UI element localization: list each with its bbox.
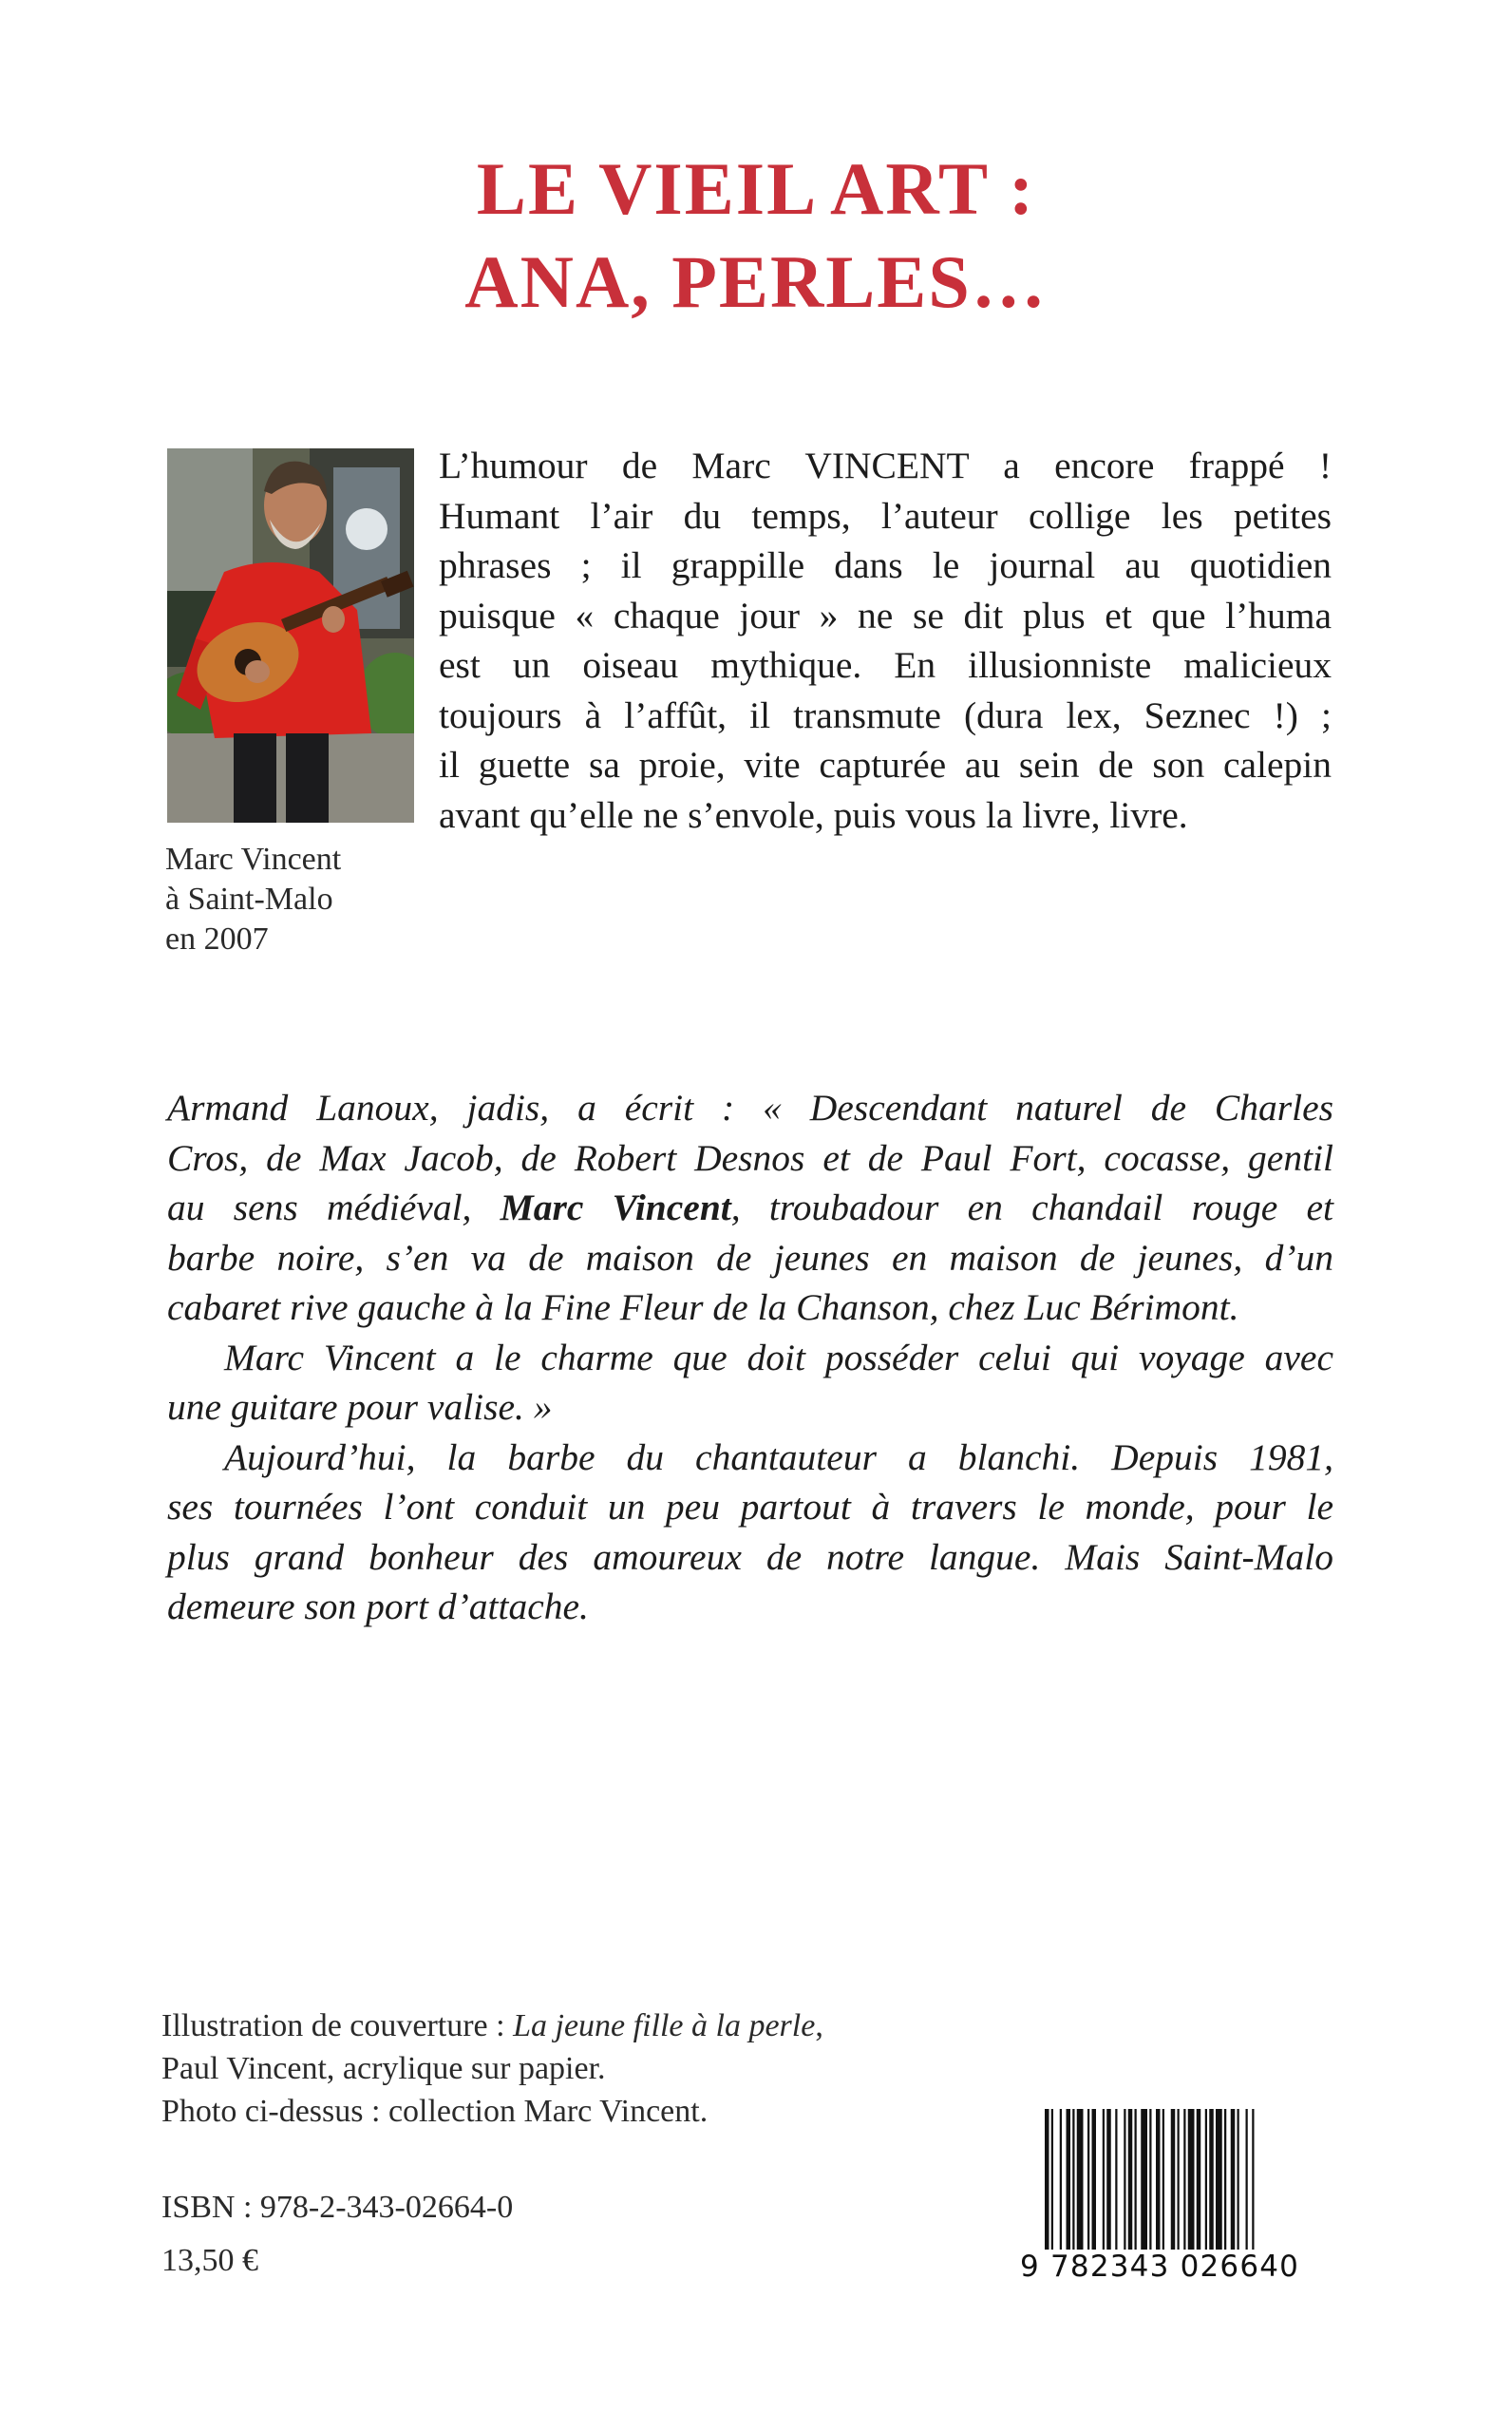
blurb-line: toujours à l’affût, il transmute (dura lex, Seznec !) ; [439,693,1332,736]
blurb-line: est un oiseau mythique. En illusionniste malicieux [439,644,1332,686]
blurb-line: phrases ; il grappille dans le journal au quotidien [439,544,1332,586]
barcode-bar [1178,2109,1180,2251]
barcode-bar [1077,2109,1084,2251]
blurb-line: Humant l’air du temps, l’auteur collige les petites [439,494,1332,537]
isbn-label: ISBN : 978-2-343-02664-0 [161,2190,514,2225]
barcode-bar [1238,2109,1239,2251]
artwork-title: La jeune fille à la perle [513,2008,816,2043]
price-label: 13,50 € [161,2243,258,2278]
quote-line: Armand Lanoux, jadis, a écrit : « Descendant naturel de Charles [167,1087,1333,1129]
barcode-bar [1103,2109,1105,2251]
caption-line: à Saint-Malo [165,882,333,917]
quote-line: Marc Vincent a le charme que doit posséder celui qui voyage avec [224,1336,1333,1378]
barcode-bar [1060,2109,1062,2251]
book-title [0,142,1512,329]
quote-line: barbe noire, s’en va de maison de jeunes en maison de jeunes, d’un [167,1236,1333,1279]
barcode-bar [1092,2109,1097,2251]
author-name-bold: Marc Vincent [500,1187,731,1228]
quote-line [167,1183,1333,1233]
quote-line: cabaret rive gauche à la Fine Fleur de la Chanson, chez Luc Bérimont. [167,1286,1239,1328]
credit-line [161,2004,823,2047]
barcode-bar [1072,2109,1074,2251]
quote-text: au sens médiéval, [167,1187,501,1228]
photo-caption [165,840,341,959]
credit-text: Illustration de couverture : [161,2008,514,2043]
barcode-bar [1171,2109,1176,2251]
quote-line: demeure son port d’attache. [167,1586,589,1627]
barcode-digits: 9 782343 026640 [1020,2250,1330,2284]
blurb-line: avant qu’elle ne s’envole, puis vous la livre, livre. [439,793,1188,836]
barcode-bar [1205,2109,1207,2251]
blurb-line: L’humour de Marc VINCENT a encore frappé ! [439,445,1332,486]
barcode-bar [1246,2109,1248,2251]
credit-line: Paul Vincent, acrylique sur papier. [161,2051,606,2086]
quote-line: Aujourd’hui, la barbe du chantauteur a blanchi. Depuis 1981, [224,1435,1333,1478]
credit-line: Photo ci-dessus : collection Marc Vincent. [161,2094,709,2129]
barcode-bar [1197,2109,1201,2251]
barcode-bar [1087,2109,1089,2251]
caption-line: en 2007 [165,921,269,957]
barcode-bar [1106,2109,1111,2251]
quote-line: une guitare pour valise. » [167,1386,553,1428]
blurb-paragraph [439,441,1332,840]
credit-text: , [815,2008,823,2043]
barcode-bar [1188,2109,1195,2251]
barcode-bar [1149,2109,1151,2251]
barcode-bar [1209,2109,1214,2251]
barcode-bar [1224,2109,1226,2251]
quote-text: , troubadour en chandail rouge et [730,1187,1333,1228]
barcode-bar [1141,2109,1147,2251]
barcode-bar [1156,2109,1161,2251]
author-photo [167,448,414,823]
quote-line: Cros, de Max Jacob, de Robert Desnos et de Paul Fort, cocasse, gentil [167,1136,1333,1179]
quote-line: ses tournées l’ont conduit un peu partout à travers le monde, pour le [167,1486,1333,1528]
barcode-bar [1162,2109,1164,2251]
barcode-bar [1231,2109,1236,2251]
caption-line: Marc Vincent [165,842,342,877]
cover-credits [161,2004,823,2133]
barcode-bar [1135,2109,1137,2251]
blurb-line: il guette sa proie, vite capturée au sein de son calepin [439,744,1332,786]
barcode-bar [1067,2109,1071,2251]
barcode-bar [1124,2109,1125,2251]
quote-line: plus grand bonheur des amoureux de notre langue. Mais Saint-Malo [167,1535,1333,1578]
barcode-bar [1115,2109,1117,2251]
blurb-line: puisque « chaque jour » ne se dit plus et que l’huma [439,594,1332,636]
barcode-bar [1051,2109,1053,2251]
author-quote [167,1083,1333,1632]
barcode-bar [1045,2109,1049,2251]
barcode-bar [1183,2109,1185,2251]
barcode-bar [1128,2109,1133,2251]
title-line-2: ANA, PERLES… [464,240,1048,323]
barcode-bar [1252,2109,1254,2251]
title-line-1: LE VIEIL ART : [476,147,1036,230]
barcode-bar [1216,2109,1222,2251]
